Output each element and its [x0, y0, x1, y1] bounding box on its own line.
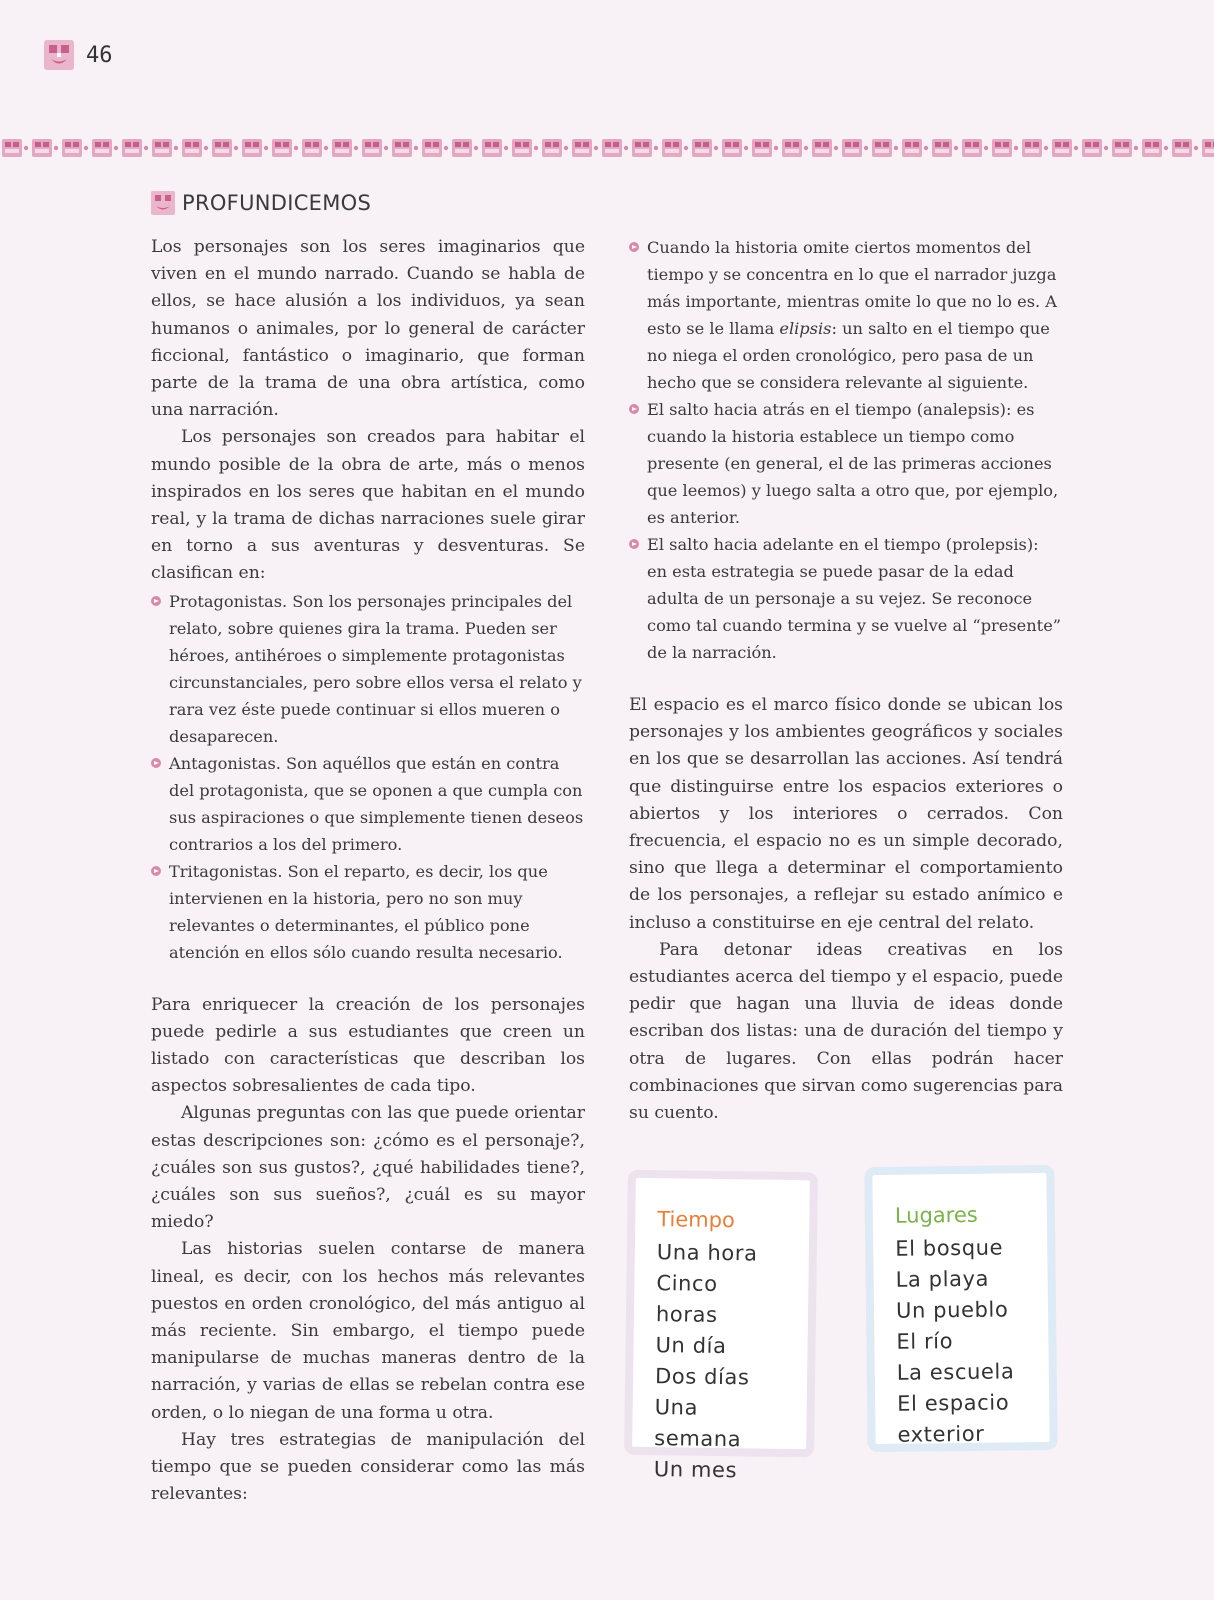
card-tiempo: [624, 1170, 818, 1483]
paragraph-characters-creation: Los personajes son creados para habitar el mundo posible de la obra de arte, más o menos inspirados en los seres que habitan en el mundo real, y la trama de dichas narraciones suele girar en torno a sus aventuras y desventuras. Se clasifican en:: [151, 427, 585, 584]
list-item: Tritagonistas. Son el reparto, es decir, los que intervienen en la historia, pero no son muy relevantes o determinantes, el público pone atención en ellos sólo cuando resulta necesario.: [151, 858, 585, 966]
list-item: Una hora: [656, 1240, 758, 1266]
ornament-icon: [42, 38, 76, 72]
paragraph-space-definition: El espacio es el marco físico donde se ubican los personajes y los ambientes geográficos y sociales en los que se desarrollan las acciones. Así tendrá que distinguirse entre los espacios exteriores o abiertos y los interiores o cerrados. Con frecuencia, el espacio no es un simple decorado, sino que llega a determinar el comportamiento de los personajes, a reflejar su estado anímico e incluso a constituirse en eje central del relato.: [629, 695, 1063, 933]
character-types-list: [151, 588, 585, 966]
paragraph-time-strategies: Hay tres estrategias de manipulación del tiempo que se pueden considerar como las más relevantes:: [151, 1429, 585, 1505]
list-item: Cuando la historia omite ciertos momentos del tiempo y se concentra en lo que el narrador juzga más importante, mientras omite lo que no lo es. A esto se le llama elipsis: un salto en el tiempo que no niega el orden cronológico, pero pasa de un hecho que se considera relevante al siguiente.: [629, 234, 1063, 396]
list-item: Una semana: [654, 1395, 742, 1452]
list-item: Protagonistas. Son los personajes principales del relato, sobre quienes gira la trama. Pueden ser héroes, antihéroes o simplemente protagonistas circunstanciales, pero sobre ellos versa el relato y rara vez éste puede continuar si ellos mueren o desaparecen.: [151, 588, 585, 750]
list-item: El salto hacia adelante en el tiempo (prolepsis): en esta estrategia se puede pasar de la edad adulta de un personaje a su vejez. Se reconoce como tal cuando termina y se vuelve al “presente” de la narración.: [629, 531, 1063, 666]
page-header: [42, 38, 113, 72]
list-item: La escuela: [896, 1359, 1015, 1385]
paragraph-characters-definition: Los personajes son los seres imaginarios que viven en el mundo narrado. Cuando se habla de ellos, se hace alusión a los individuos, ya sean humanos o animales, por lo general de carácter ficcional, fantástico o imaginario, que forman parte de la trama de una obra artística, como una narración.: [151, 237, 585, 421]
list-item: El espacio exterior: [897, 1390, 1010, 1447]
list-item: Un mes: [653, 1457, 738, 1483]
section-title: PROFUNDICEMOS: [182, 191, 372, 215]
list-item: El bosque: [895, 1235, 1004, 1261]
card-lugares-title: Lugares: [894, 1202, 978, 1228]
section-ornament-icon: [150, 190, 176, 216]
list-item: Un día: [655, 1333, 727, 1359]
right-column: [629, 234, 1063, 1127]
card-tiempo-title: Tiempo: [657, 1207, 736, 1233]
list-item: Dos días: [654, 1364, 750, 1390]
term-elipsis: elipsis: [779, 319, 832, 338]
decorative-border-band: [0, 136, 1214, 160]
list-item: Un pueblo: [895, 1297, 1009, 1323]
paragraph-brainstorm: Para detonar ideas creativas en los estudiantes acerca del tiempo y el espacio, puede pedir que hagan una lluvia de ideas donde escriban dos listas: una de duración del tiempo y otra de lugares. Con ellas podrán hacer combinaciones que sirvan como sugerencias para su cuento.: [629, 939, 1063, 1124]
section-heading: [150, 190, 371, 216]
paragraph-linear-stories: Las historias suelen contarse de manera lineal, es decir, con los hechos más relevantes puestos en orden cronológico, del más antiguo al más reciente. Sin embargo, el tiempo puede manipularse de muchas maneras dentro de la narración, y varias de ellas se rebelan contra ese orden, o lo niegan de una forma u otra.: [151, 1239, 585, 1423]
list-item: El salto hacia atrás en el tiempo (analepsis): es cuando la historia establece un tiempo como presente (en general, el de las primeras acciones que leemos) y luego salta a otro que, por ejemplo, es anterior.: [629, 396, 1063, 531]
list-item: Antagonistas. Son aquéllos que están en contra del protagonista, que se oponen a que cumpla con sus aspiraciones o que simplemente tienen deseos contrarios a los del primero.: [151, 750, 585, 858]
card-lugares: [864, 1165, 1057, 1452]
list-item: El río: [896, 1329, 954, 1354]
paragraph-enrich-characters: Para enriquecer la creación de los personajes puede pedirle a sus estudiantes que creen un listado con características que describan los aspectos sobresalientes de cada tipo.: [151, 994, 585, 1097]
list-item: La playa: [895, 1266, 990, 1292]
list-item: Cinco horas: [655, 1271, 718, 1327]
page-number: 46: [86, 42, 113, 68]
paragraph-guiding-questions: Algunas preguntas con las que puede orientar estas descripciones son: ¿cómo es el personaje?, ¿cuáles son sus gustos?, ¿qué habilidades tiene?, ¿cuáles son sus sueños?, ¿cuál es su mayor miedo?: [151, 1103, 585, 1233]
left-column: [151, 234, 585, 1509]
time-strategies-list: [629, 234, 1063, 666]
